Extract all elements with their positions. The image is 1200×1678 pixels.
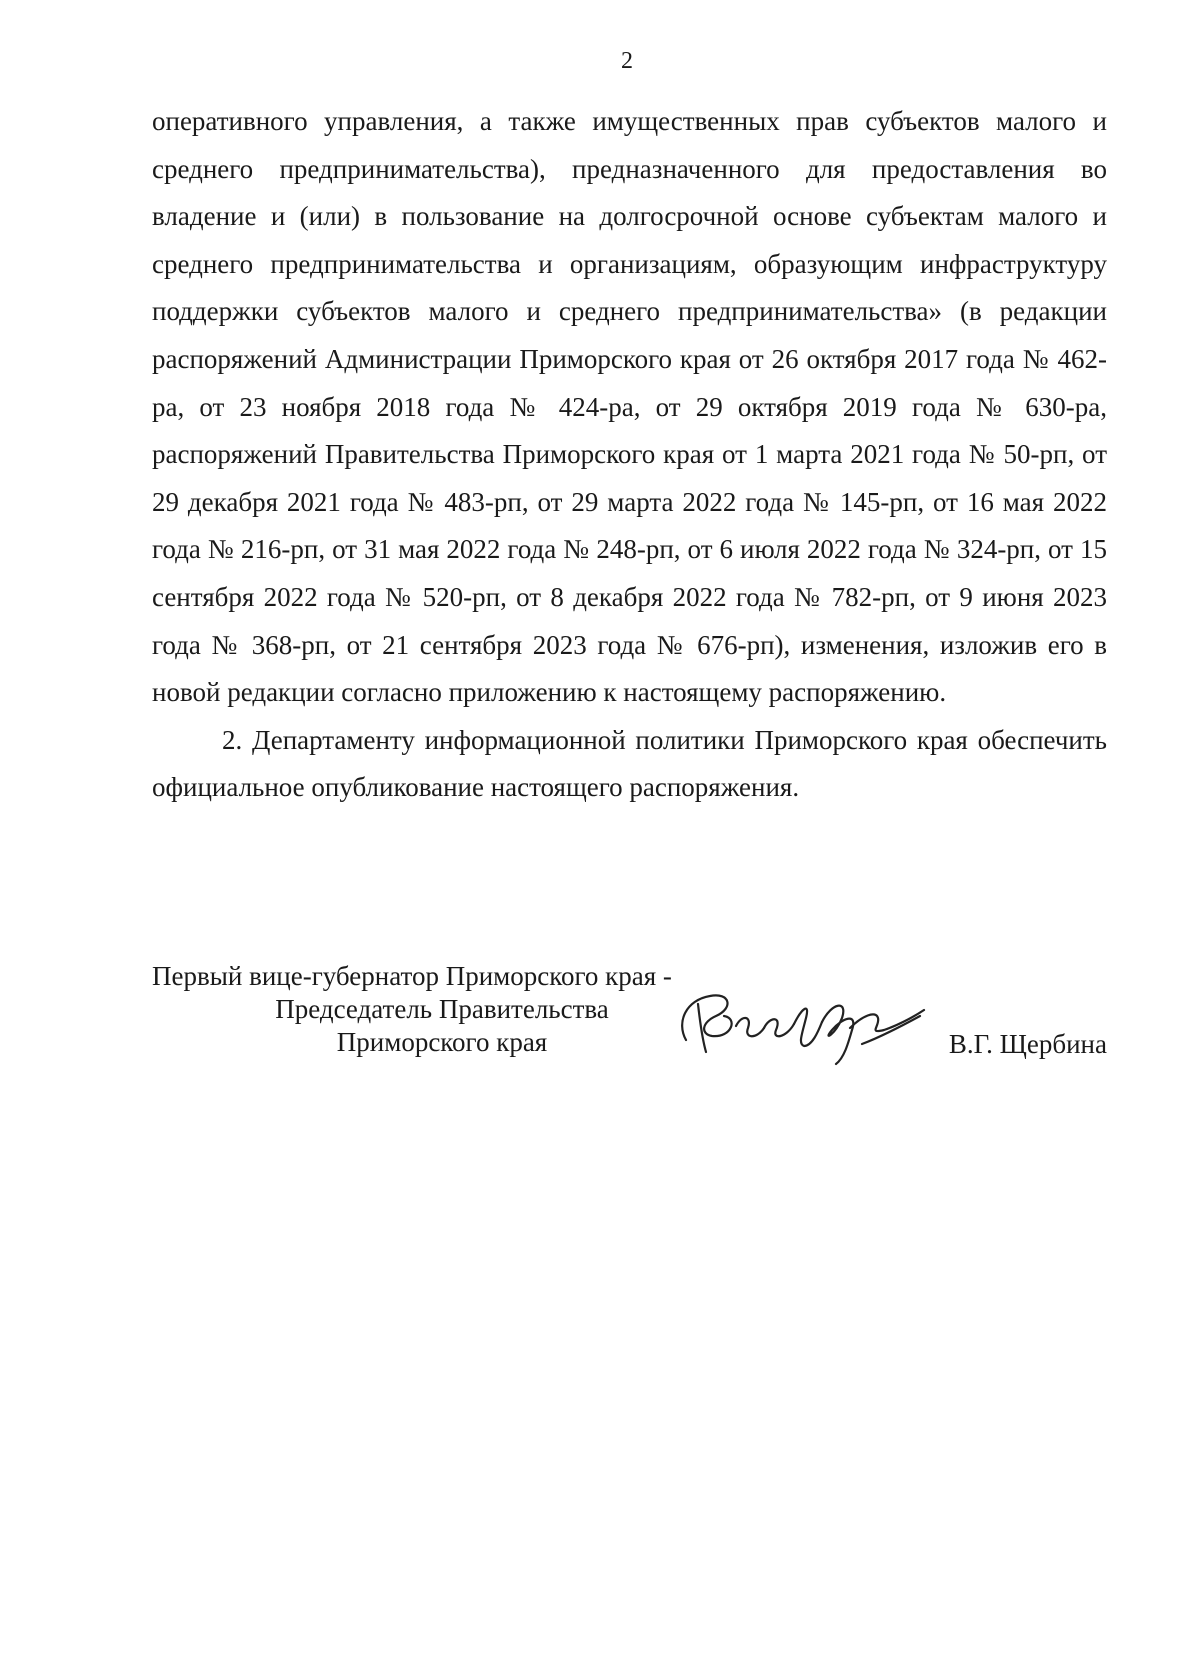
signatory-title-line-1: Первый вице-губернатор Приморского края - <box>152 961 672 991</box>
signatory-title <box>152 960 732 1059</box>
paragraph-2: 2. Департаменту информационной политики Приморского края обеспечить официальное опубликование настоящего распоряжения. <box>152 724 1107 803</box>
signature-block <box>152 960 1107 1090</box>
paragraph-1-continuation: оперативного управления, а также имущественных прав субъектов малого и среднего предпринимательства), предназначенного для предоставления во владение и (или) в пользование на долгосрочной основе субъектам малого и среднего предпринимательства и организациям, образующим инфраструктуру поддержки субъектов малого и среднего предпринимательства» (в редакции распоряжений Администрации Приморского края от 26 октября 2017 года № 462-ра, от 23 ноября 2018 года № 424-ра, от 29 октября 2019 года № 630-ра, распоряжений Правительства Приморского края от 1 марта 2021 года № 50-рп, от 29 декабря 2021 года № 483-рп, от 29 марта 2022 года № 145-рп, от 16 мая 2022 года № 216-рп, от 31 мая 2022 года № 248-рп, от 6 июля 2022 года № 324-рп, от 15 сентября 2022 года № 520-рп, от 8 декабря 2022 года № 782-рп, от 9 июня 2023 года № 368-рп, от 21 сентября 2023 года № 676-рп), изменения, изложив его в новой редакции согласно приложению к настоящему распоряжению. <box>152 106 1107 708</box>
signatory-title-line-2: Председатель Правительства <box>275 994 609 1024</box>
document-body <box>152 98 1107 812</box>
signatory-title-line-3: Приморского края <box>336 1027 548 1057</box>
signatory-name: В.Г. Щербина <box>948 1029 1107 1059</box>
handwritten-signature <box>672 982 932 1068</box>
page-number: 2 <box>621 48 633 74</box>
